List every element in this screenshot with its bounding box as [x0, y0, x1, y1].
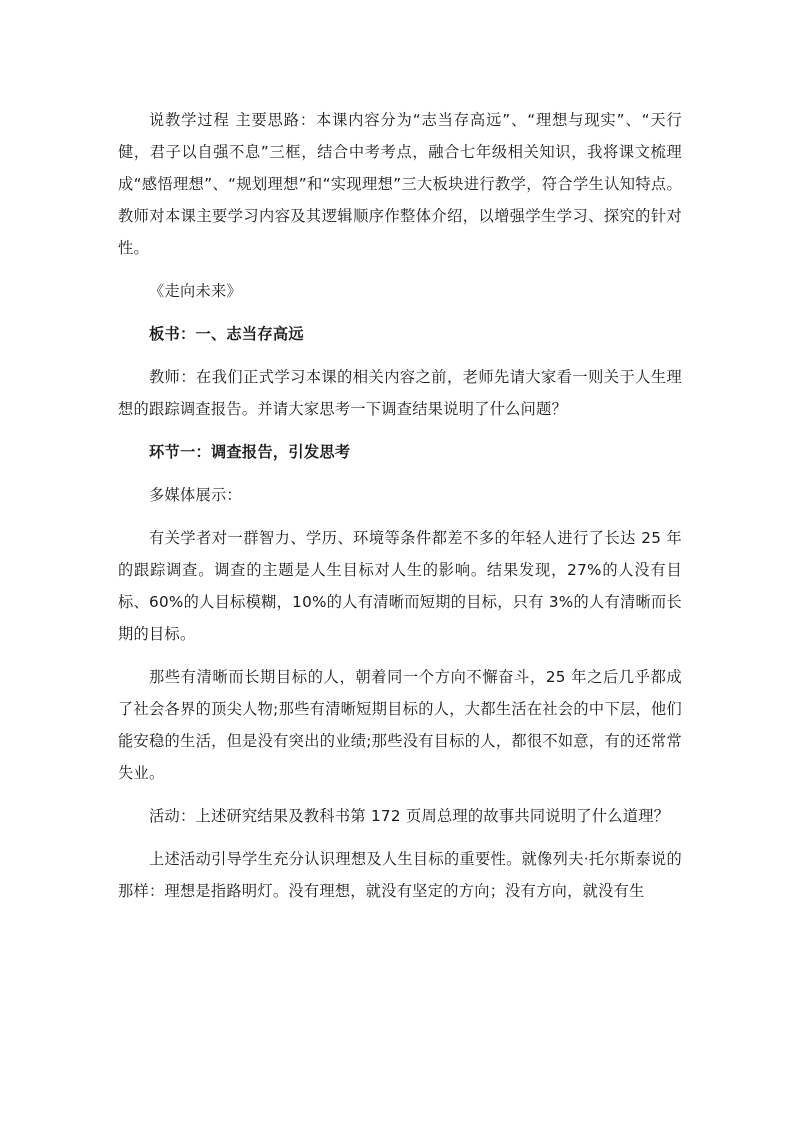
document-body [118, 104, 682, 918]
paragraph-survey: 有关学者对一群智力、学历、环境等条件都差不多的年轻人进行了长达 25 年的跟踪调查。调查的主题是人生目标对人生的影响。结果发现，27%的人没有目标、60%的人目标模糊，10%的人有清晰而短期的目标，只有 3%的人有清晰而长期的目标。 [118, 529, 682, 643]
paragraph-activity: 活动：上述研究结果及教科书第 172 页周总理的故事共同说明了什么道理？ [149, 807, 670, 825]
heading-blackboard-1: 板书：一、志当存高远 [149, 325, 304, 343]
paragraph-conclusion: 上述活动引导学生充分认识理想及人生目标的重要性。就像列夫·托尔斯泰说的那样：理想是指路明灯。没有理想，就没有坚定的方向；没有方向，就没有生 [118, 850, 682, 900]
paragraph-teaching-process: 说教学过程 主要思路：本课内容分为“志当存高远”、“理想与现实”、“天行健，君子以自强不息”三框，结合中考考点，融合七年级相关知识，我将课文梳理成“感悟理想”、“规划理想”和“实现理想”三大板块进行教学，符合学生认知特点。教师对本课主要学习内容及其逻辑顺序作整体介绍，以增强学生学习、探究的针对性。 [118, 111, 682, 257]
paragraph-multimedia: 多媒体展示： [149, 486, 242, 504]
paragraph-teacher-intro: 教师：在我们正式学习本课的相关内容之前，老师先请大家看一则关于人生理想的跟踪调查报告。并请大家思考一下调查结果说明了什么问题？ [118, 368, 682, 418]
paragraph-book-title: 《走向未来》 [149, 282, 242, 300]
heading-section-1: 环节一：调查报告，引发思考 [149, 443, 351, 461]
paragraph-survey-results: 那些有清晰而长期目标的人，朝着同一个方向不懈奋斗，25 年之后几乎都成了社会各界的顶尖人物;那些有清晰短期目标的人，大都生活在社会的中下层，他们能安稳的生活，但是没有突出的业绩;那些没有目标的人，都很不如意，有的还常常失业。 [118, 668, 682, 782]
